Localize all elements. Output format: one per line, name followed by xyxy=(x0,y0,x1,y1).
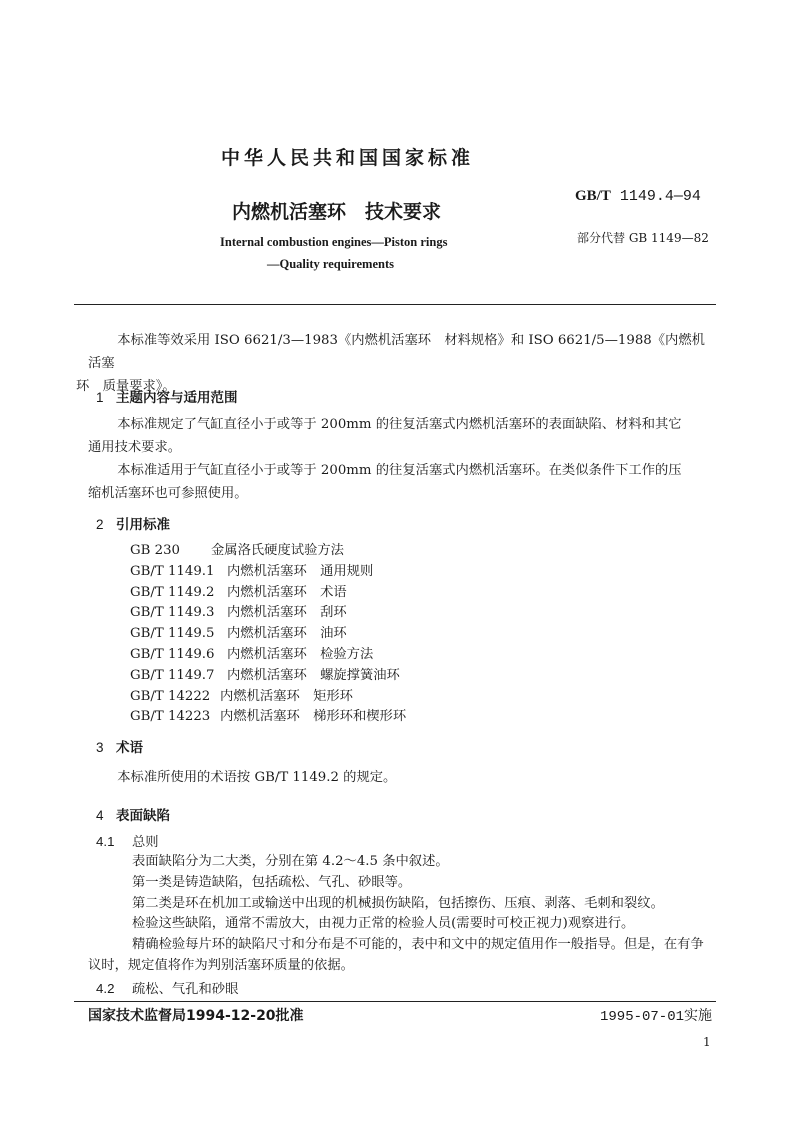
effective-date: 1995-07-01 xyxy=(600,1009,685,1025)
section-4-2-number: 4.2 xyxy=(96,981,115,996)
standard-code xyxy=(575,188,701,205)
standard-title-en-line1: Internal combustion engines—Piston rings xyxy=(220,235,448,249)
footer-divider xyxy=(74,1001,716,1002)
section-4-title: 表面缺陷 xyxy=(116,808,170,824)
header-divider xyxy=(74,304,716,305)
section-1-title: 主题内容与适用范围 xyxy=(116,390,238,406)
section-4-2-heading xyxy=(96,977,724,1001)
section-3-heading xyxy=(96,736,724,760)
section-3-number: 3 xyxy=(96,740,104,755)
section-4-1-line: 精确检验每片环的缺陷尺寸和分布是不可能的，表中和文中的规定值用作一般指导。但是，在有争 xyxy=(132,937,704,953)
section-1-p1-line1: 本标准规定了气缸直径小于或等于 200mm 的往复活塞式内燃机活塞环的表面缺陷、材料和其它 xyxy=(117,417,682,432)
section-3-title: 术语 xyxy=(116,740,143,756)
section-4-1-body xyxy=(88,852,716,977)
section-1-p2-line2: 缩机活塞环也可参照使用。 xyxy=(88,486,248,501)
reference-item: GB/T 14222 内燃机活塞环 矩形环 xyxy=(130,688,353,704)
section-2-title: 引用标准 xyxy=(116,517,170,533)
section-2-number: 2 xyxy=(96,517,104,532)
section-4-1-title: 总则 xyxy=(132,835,159,850)
section-4-1-line: 第一类是铸造缺陷，包括疏松、气孔、砂眼等。 xyxy=(132,874,412,890)
approval-note: 国家技术监督局1994-12-20批准 xyxy=(88,1008,304,1024)
section-1-p2-line1: 本标准适用于气缸直径小于或等于 200mm 的往复活塞式内燃机活塞环。在类似条件下工作的压 xyxy=(117,463,682,478)
section-4-number: 4 xyxy=(96,808,104,823)
section-4-2-title: 疏松、气孔和砂眼 xyxy=(132,982,239,997)
reference-item: GB/T 1149.6 内燃机活塞环 检验方法 xyxy=(130,646,374,662)
effective-label: 实施 xyxy=(684,1008,713,1024)
section-4-1-line: 第二类是环在机加工或输送中出现的机械损伤缺陷，包括擦伤、压痕、剥落、毛刺和裂纹。 xyxy=(132,895,664,911)
standard-title-en-line2: —Quality requirements xyxy=(267,257,394,271)
standard-number: 1149.4—94 xyxy=(619,188,701,205)
reference-item: GB/T 1149.5 内燃机活塞环 油环 xyxy=(130,626,347,642)
reference-item: GB/T 1149.7 内燃机活塞环 螺旋撑簧油环 xyxy=(130,667,400,683)
reference-item: GB/T 14223 内燃机活塞环 梯形环和楔形环 xyxy=(130,709,407,725)
reference-item: GB 230 金属洛氏硬度试验方法 xyxy=(130,543,344,558)
section-4-1-number: 4.1 xyxy=(96,834,115,849)
intro-line2: 环 质量要求》。 xyxy=(76,379,176,394)
section-1-number: 1 xyxy=(96,390,104,405)
reference-list xyxy=(130,541,406,728)
replaces-note: 部分代替 GB 1149—82 xyxy=(577,231,709,245)
reference-item: GB/T 1149.2 内燃机活塞环 术语 xyxy=(130,584,347,600)
section-3-body xyxy=(88,766,716,789)
standard-prefix: GB/T xyxy=(575,188,611,204)
effective-note xyxy=(600,1005,712,1025)
section-1-p1-line2: 通用技术要求。 xyxy=(88,440,182,455)
country-title: 中华人民共和国国家标准 xyxy=(221,147,475,169)
section-1-body xyxy=(88,413,716,505)
standard-title-cn: 内燃机活塞环 技术要求 xyxy=(232,201,442,223)
section-4-heading xyxy=(96,804,724,828)
section-2-heading xyxy=(96,513,724,537)
reference-item: GB/T 1149.3 内燃机活塞环 刮环 xyxy=(130,605,347,621)
section-1-heading xyxy=(96,386,724,410)
page-number: 1 xyxy=(703,1035,711,1049)
section-3-text: 本标准所使用的术语按 GB/T 1149.2 的规定。 xyxy=(117,770,397,785)
reference-item: GB/T 1149.1 内燃机活塞环 通用规则 xyxy=(130,563,374,579)
section-4-1-line: 检验这些缺陷，通常不需放大，由视力正常的检验人员(需要时可校正视力)观察进行。 xyxy=(132,916,635,932)
intro-line1: 本标准等效采用 ISO 6621/3—1983《内燃机活塞环 材料规格》和 ISO 6621/5—1988《内燃机活塞 xyxy=(88,333,705,371)
section-4-1-line: 表面缺陷分为二大类，分别在第 4.2～4.5 条中叙述。 xyxy=(132,854,449,869)
section-4-1-heading xyxy=(96,830,724,854)
section-4-1-line: 议时，规定值将作为判别活塞环质量的依据。 xyxy=(88,957,354,973)
